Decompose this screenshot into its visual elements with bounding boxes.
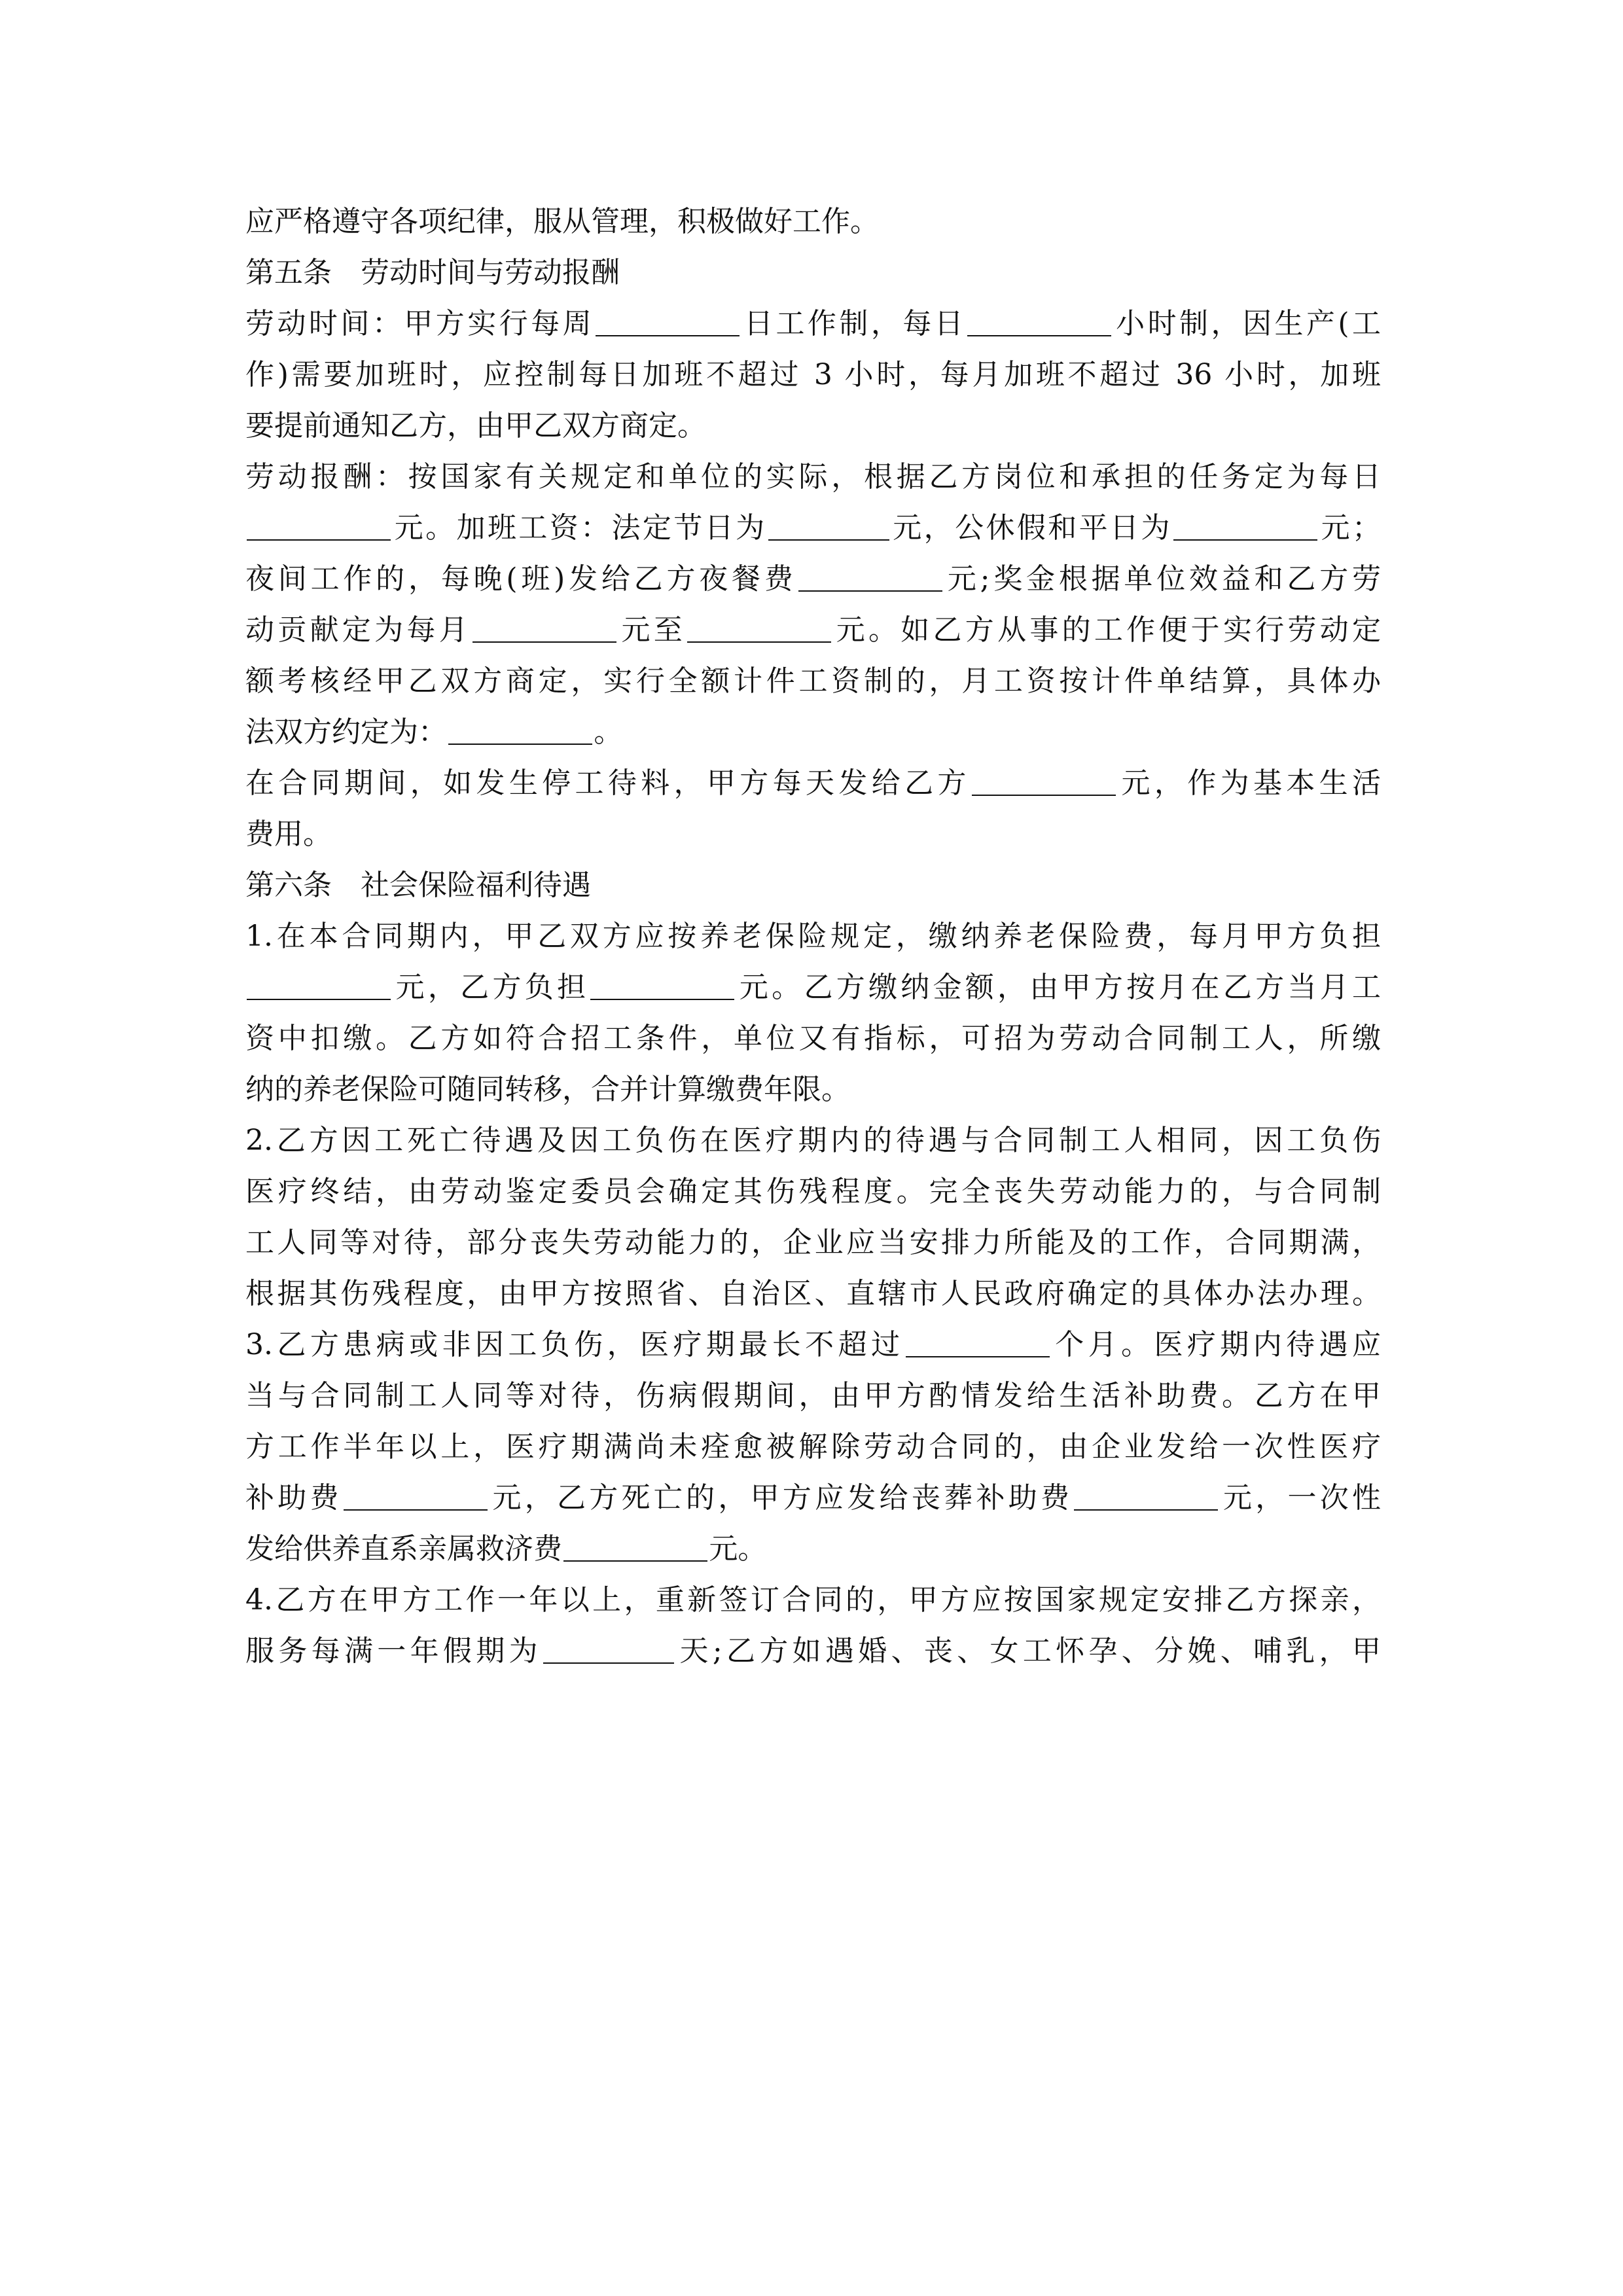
blank-field	[473, 613, 616, 643]
text-line	[245, 1166, 1381, 1217]
section-heading-5	[245, 247, 1381, 298]
text-segment: 第六条 社会保险福利待遇	[245, 869, 591, 902]
text-segment: 天;乙方如遇婚、丧、女工怀孕、分娩、哺乳，甲	[675, 1634, 1381, 1668]
blank-field	[448, 715, 592, 745]
text-line	[245, 707, 1381, 758]
text-line	[245, 656, 1381, 707]
text-segment: 方工作半年以上，医疗期满尚未痊愈被解除劳动合同的，由企业发给一次性医疗	[245, 1430, 1381, 1463]
text-segment: 资中扣缴。乙方如符合招工条件，单位又有指标，可招为劳动合同制工人，所缴	[245, 1022, 1381, 1055]
text-segment: 元。如乙方从事的工作便于实行劳动定	[832, 613, 1382, 647]
blank-field	[247, 970, 391, 1000]
text-segment: 元，公休假和平日为	[890, 511, 1172, 545]
text-segment: 法双方约定为：	[245, 715, 447, 749]
text-segment: 1.在本合同期内，甲乙双方应按养老保险规定，缴纳养老保险费，每月甲方负担	[245, 920, 1381, 953]
text-line	[245, 1115, 1381, 1166]
text-segment: 发给供养直系亲属救济费	[245, 1532, 562, 1566]
text-segment: 个月。医疗期内待遇应	[1050, 1328, 1381, 1361]
text-line	[245, 1064, 1381, 1115]
text-line	[245, 1473, 1381, 1524]
text-segment: 元，乙方负担	[392, 971, 590, 1004]
text-segment: 劳动报酬：按国家有关规定和单位的实际，根据乙方岗位和承担的任务定为每日	[245, 460, 1381, 493]
text-segment: 3.乙方患病或非因工负伤，医疗期最长不超过	[245, 1328, 904, 1361]
blank-field	[1173, 511, 1317, 541]
text-segment: 元，作为基本生活	[1117, 766, 1382, 800]
document-page	[245, 196, 1381, 1677]
text-segment: 作)需要加班时，应控制每日加班不超过 3 小时，每月加班不超过 36 小时，加班	[245, 358, 1381, 391]
text-line	[245, 503, 1381, 554]
text-segment: 元。乙方缴纳金额，由甲方按月在乙方当月工	[736, 971, 1382, 1004]
text-segment: 额考核经甲乙双方商定，实行全额计件工资制的，月工资按计件单结算，具体办	[245, 664, 1381, 698]
text-line	[245, 758, 1381, 809]
text-segment: 当与合同制工人同等对待，伤病假期间，由甲方酌情发给生活补助费。乙方在甲	[245, 1379, 1381, 1412]
text-segment: 医疗终结，由劳动鉴定委员会确定其伤残程度。完全丧失劳动能力的，与合同制	[245, 1175, 1381, 1208]
blank-field	[798, 562, 942, 592]
text-line	[245, 809, 1381, 860]
blank-field	[344, 1480, 488, 1511]
blank-field	[247, 511, 391, 541]
text-segment: 服务每满一年假期为	[245, 1634, 542, 1668]
section-heading-6	[245, 860, 1381, 911]
text-segment: 夜间工作的，每晚(班)发给乙方夜餐费	[245, 562, 797, 596]
text-line	[245, 1626, 1381, 1677]
blank-field	[1074, 1480, 1218, 1511]
text-line	[245, 605, 1381, 656]
text-line	[245, 1319, 1381, 1371]
blank-field	[687, 613, 831, 643]
blank-field	[543, 1634, 674, 1664]
text-segment: 费用。	[245, 817, 332, 851]
text-segment: 元，一次性	[1219, 1481, 1382, 1515]
text-line	[245, 196, 1381, 247]
text-segment: 2.乙方因工死亡待遇及因工负伤在医疗期内的待遇与合同制工人相同，因工负伤	[245, 1124, 1381, 1157]
text-segment: 动贡献定为每月	[245, 613, 471, 647]
text-segment: 劳动时间：甲方实行每周	[245, 307, 595, 340]
text-segment: 要提前通知乙方，由甲乙双方商定。	[245, 409, 706, 442]
blank-field	[906, 1327, 1050, 1357]
text-segment: 元，乙方死亡的，甲方应发给丧葬补助费	[489, 1481, 1073, 1515]
text-line	[245, 962, 1381, 1013]
text-line	[245, 1371, 1381, 1422]
text-line	[245, 1575, 1381, 1626]
text-line	[245, 1524, 1381, 1575]
text-segment: 日工作制，每日	[741, 307, 967, 340]
text-segment: 元。	[709, 1532, 767, 1566]
text-line	[245, 452, 1381, 503]
text-line	[245, 1268, 1381, 1319]
text-segment: 纳的养老保险可随同转移，合并计算缴费年限。	[245, 1073, 850, 1106]
text-segment: 根据其伤残程度，由甲方按照省、自治区、直辖市人民政府确定的具体办法办理。	[245, 1277, 1381, 1310]
blank-field	[596, 306, 740, 336]
text-segment: 元;奖金根据单位效益和乙方劳	[944, 562, 1381, 596]
text-line	[245, 350, 1381, 401]
text-segment: 补助费	[245, 1481, 342, 1515]
blank-field	[972, 766, 1116, 796]
text-segment: 4.乙方在甲方工作一年以上，重新签订合同的，甲方应按国家规定安排乙方探亲，	[245, 1583, 1381, 1617]
text-line	[245, 298, 1381, 350]
text-segment: 应严格遵守各项纪律，服从管理，积极做好工作。	[245, 205, 879, 238]
text-segment: 小时制，因生产(工	[1113, 307, 1382, 340]
text-line	[245, 911, 1381, 962]
blank-field	[590, 970, 734, 1000]
text-line	[245, 1422, 1381, 1473]
text-segment: 第五条 劳动时间与劳动报酬	[245, 256, 620, 289]
text-segment: 在合同期间，如发生停工待料，甲方每天发给乙方	[245, 766, 971, 800]
blank-field	[563, 1532, 707, 1562]
text-segment: 元。加班工资：法定节日为	[392, 511, 767, 545]
blank-field	[967, 306, 1111, 336]
text-line	[245, 1217, 1381, 1268]
text-line	[245, 554, 1381, 605]
text-segment: 工人同等对待，部分丧失劳动能力的，企业应当安排力所能及的工作，合同期满，	[245, 1226, 1381, 1259]
text-segment: 。	[594, 715, 623, 749]
text-line	[245, 1013, 1381, 1064]
text-segment: 元至	[618, 613, 687, 647]
blank-field	[768, 511, 889, 541]
text-line	[245, 401, 1381, 452]
text-segment: 元；	[1319, 511, 1382, 545]
